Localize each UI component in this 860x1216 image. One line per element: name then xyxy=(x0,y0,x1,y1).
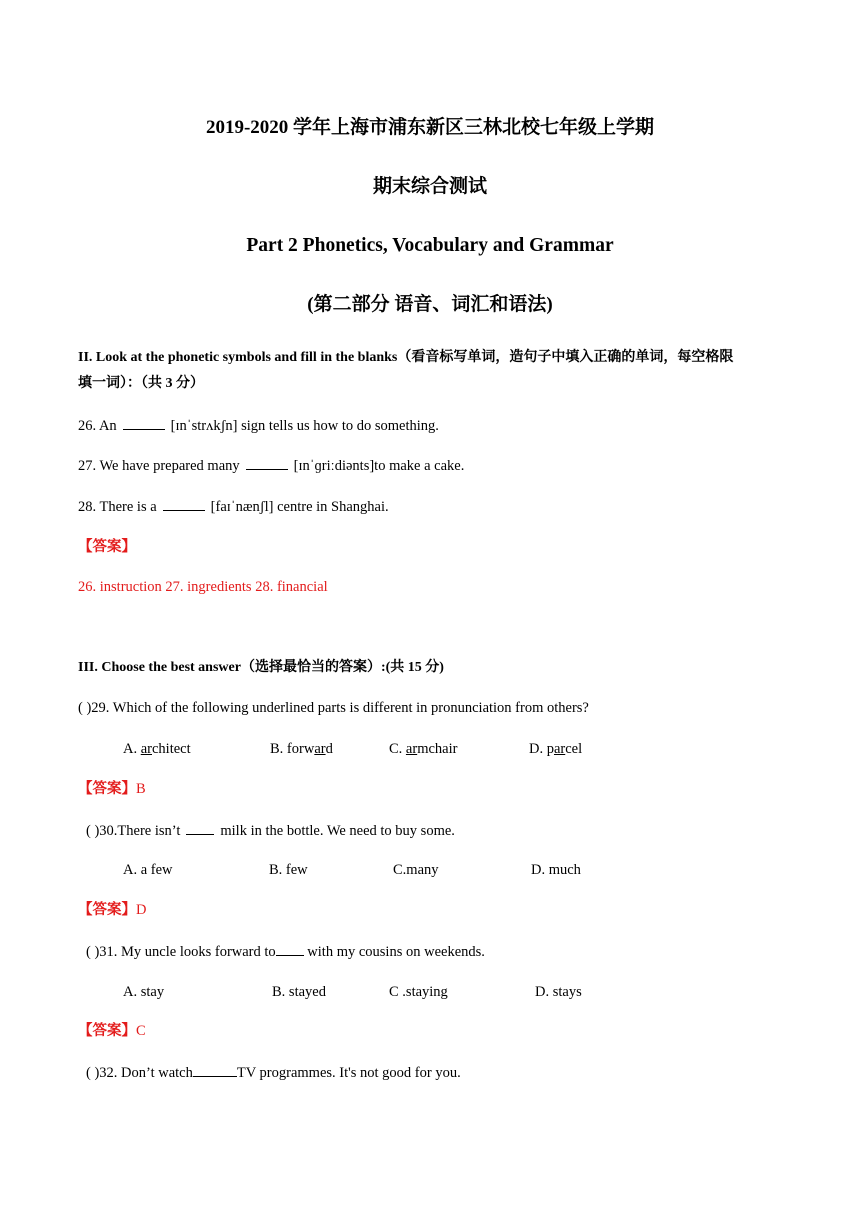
question-28 xyxy=(78,496,389,517)
option-c: C. armchair xyxy=(389,741,458,757)
section-2-heading-en: II. Look at the phonetic symbols and fill in the blanks xyxy=(78,350,398,365)
option-d: D. stays xyxy=(535,984,582,1000)
question-32 xyxy=(86,1062,461,1083)
answer-blank[interactable] xyxy=(246,455,288,470)
question-text: TV programmes. It's not good for you. xyxy=(236,1065,461,1081)
question-text: [ɪnˈstrʌkʃn] sign tells us how to do something. xyxy=(170,418,439,434)
option-a: A. stay xyxy=(123,984,165,1000)
question-30 xyxy=(86,820,455,841)
question-27 xyxy=(78,455,464,476)
question-31 xyxy=(86,941,485,962)
section-2-heading xyxy=(78,348,733,368)
question-text: ( )32. Don’t watch xyxy=(86,1065,193,1081)
part-title-cn: (第二部分 语音、词汇和语法) xyxy=(307,294,553,315)
section-2-heading-cont: 填一词）：（共 3 分） xyxy=(78,376,204,391)
option-c: C.many xyxy=(393,862,439,878)
answer-29: 【答案】B xyxy=(78,781,146,797)
question-text: ( )31. My uncle looks forward to xyxy=(86,944,276,960)
answer-31: 【答案】C xyxy=(78,1023,146,1039)
exam-title: 2019-2020 学年上海市浦东新区三林北校七年级上学期 xyxy=(205,117,655,138)
question-26 xyxy=(78,415,439,436)
option-b: B. forward xyxy=(270,741,333,757)
answer-blank[interactable] xyxy=(276,941,304,956)
section-3-heading: III. Choose the best answer（选择最恰当的答案）:(共 15 分) xyxy=(78,660,444,675)
question-text: ( )30.There isn’t xyxy=(86,823,181,839)
part-title: Part 2 Phonetics, Vocabulary and Grammar xyxy=(246,235,614,256)
answer-blank[interactable] xyxy=(163,496,205,511)
question-text: [faɪˈnænʃl] centre in Shanghai. xyxy=(210,499,389,515)
answer-blank[interactable] xyxy=(123,415,165,430)
question-29: ( )29. Which of the following underlined parts is different in pronunciation from others? xyxy=(78,700,589,716)
option-b: B. few xyxy=(269,862,308,878)
option-b: B. stayed xyxy=(272,984,326,1000)
question-text: 26. An xyxy=(78,418,117,434)
question-text: 27. We have prepared many xyxy=(78,458,240,474)
exam-subtitle: 期末综合测试 xyxy=(372,176,487,197)
option-a: A. a few xyxy=(123,862,173,878)
answer-blank[interactable] xyxy=(193,1062,237,1077)
option-d: D. much xyxy=(531,862,581,878)
question-text: 28. There is a xyxy=(78,499,157,515)
option-d: D. parcel xyxy=(529,741,583,757)
option-a: A. architect xyxy=(123,741,191,757)
answer-text: 26. instruction 27. ingredients 28. financial xyxy=(78,579,328,595)
option-c: C .staying xyxy=(389,984,448,1000)
question-text: with my cousins on weekends. xyxy=(303,944,485,960)
question-text: [ɪnˈɡriːdiənts]to make a cake. xyxy=(293,458,465,474)
answer-30: 【答案】D xyxy=(78,902,147,918)
answer-label: 【答案】 xyxy=(78,539,136,555)
answer-blank[interactable] xyxy=(186,820,214,835)
section-2-heading-cn: （看音标写单词，造句子中填入正确的单词，每空格限 xyxy=(397,350,734,365)
question-text: milk in the bottle. We need to buy some. xyxy=(220,823,455,839)
